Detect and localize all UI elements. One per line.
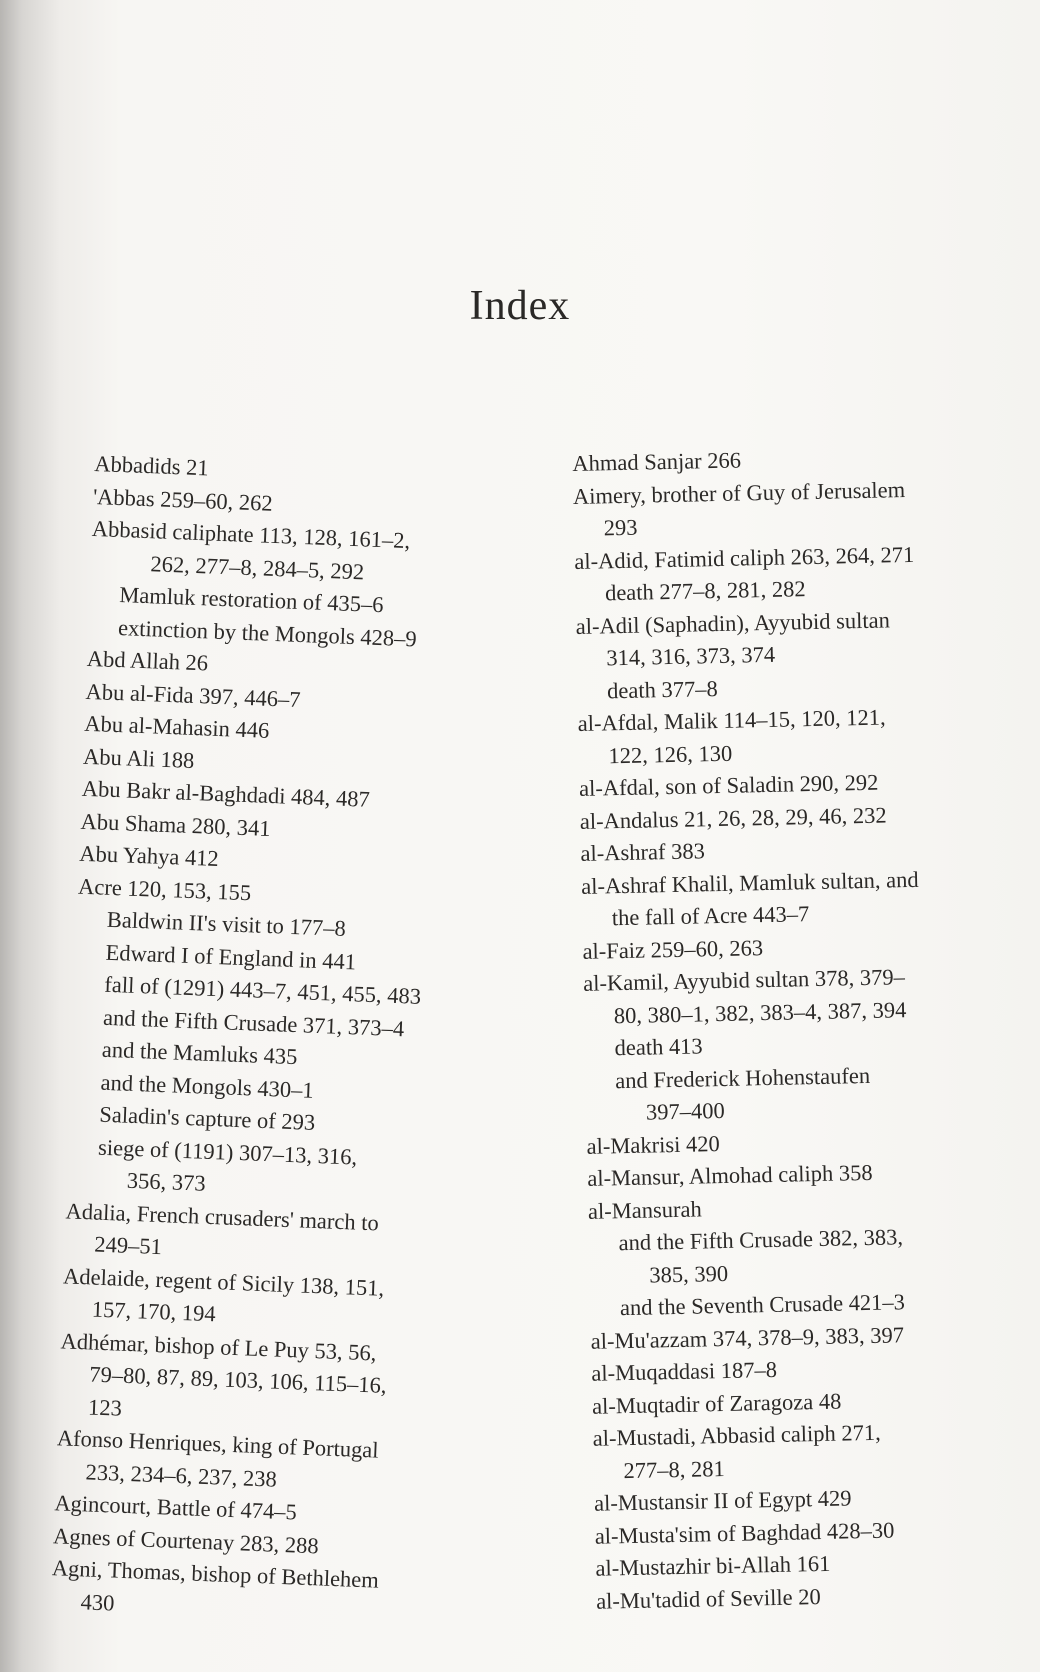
index-entry: Afonso Henriques, king of Portugal xyxy=(56,1425,380,1463)
index-subentry: 262, 277–8, 284–5, 292 xyxy=(150,550,365,584)
index-entry: al-Ashraf 383 xyxy=(580,838,706,866)
index-entry: Aimery, brother of Guy of Jerusalem xyxy=(572,476,906,509)
index-subentry: Mamluk restoration of 435–6 xyxy=(118,582,385,618)
index-entry: al-Makrisi 420 xyxy=(586,1130,720,1159)
index-subentry: 356, 373 xyxy=(126,1167,207,1196)
index-entry: 'Abbas 259–60, 262 xyxy=(92,483,274,516)
index-subentry: 293 xyxy=(603,514,638,541)
index-subentry: 233, 234–6, 237, 238 xyxy=(85,1458,278,1492)
index-entry: Abbasid caliphate 113, 128, 161–2, xyxy=(91,515,411,554)
index-entry: al-Andalus 21, 26, 28, 29, 46, 232 xyxy=(579,801,887,834)
index-subentry: Edward I of England in 441 xyxy=(105,939,357,974)
index-entry: al-Musta'sim of Baghdad 428–30 xyxy=(594,1516,895,1549)
index-subentry: 123 xyxy=(87,1393,123,1421)
index-entry: al-Mu'azzam 374, 378–9, 383, 397 xyxy=(590,1321,905,1354)
index-subentry: 80, 380–1, 382, 383–4, 387, 394 xyxy=(613,996,907,1028)
index-entry: Agnes of Courtenay 283, 288 xyxy=(52,1522,320,1558)
index-entry: Abu Bakr al-Baghdadi 484, 487 xyxy=(81,775,371,812)
index-entry: Adalia, French crusaders' march to xyxy=(65,1197,380,1235)
index-subentry: the fall of Acre 443–7 xyxy=(611,901,810,931)
index-subentry: death 413 xyxy=(614,1033,703,1061)
index-column-left xyxy=(50,448,525,1634)
index-entry: Adhémar, bishop of Le Puy 53, 56, xyxy=(60,1327,377,1365)
index-subentry: death 277–8, 281, 282 xyxy=(604,576,806,606)
index-entry: Abu al-Fida 397, 446–7 xyxy=(85,678,301,712)
index-entry: al-Ashraf Khalil, Mamluk sultan, and xyxy=(580,866,919,899)
index-entry: al-Mansurah xyxy=(587,1195,702,1224)
index-entry: al-Faiz 259–60, 263 xyxy=(582,934,764,964)
index-subentry: and the Mamluks 435 xyxy=(101,1036,298,1070)
page-title: Index xyxy=(469,283,571,329)
index-entry: Agincourt, Battle of 474–5 xyxy=(54,1490,298,1525)
index-subentry: 430 xyxy=(80,1588,115,1616)
index-entry: al-Mansur, Almohad caliph 358 xyxy=(587,1159,873,1191)
index-entry: Agni, Thomas, bishop of Bethlehem xyxy=(51,1555,380,1593)
index-subentry: and the Fifth Crusade 382, 383, xyxy=(618,1224,904,1256)
index-subentry: siege of (1191) 307–13, 316, xyxy=(97,1134,358,1170)
index-entry: al-Muqaddasi 187–8 xyxy=(591,1356,778,1386)
index-entry: al-Adil (Saphadin), Ayyubid sultan xyxy=(575,606,891,639)
index-subentry: death 377–8 xyxy=(606,675,718,703)
index-subentry: and the Mongols 430–1 xyxy=(100,1069,315,1103)
index-entry: Abu Shama 280, 341 xyxy=(80,808,272,841)
index-entry: Abu al-Mahasin 446 xyxy=(83,710,270,743)
index-entry: Adelaide, regent of Sicily 138, 151, xyxy=(62,1262,385,1301)
index-subentry: Saladin's capture of 293 xyxy=(98,1101,316,1135)
index-subentry: 249–51 xyxy=(93,1231,163,1260)
index-entry: Abu Yahya 412 xyxy=(78,840,220,872)
index-entry: al-Afdal, son of Saladin 290, 292 xyxy=(578,769,879,801)
index-subentry: 79–80, 87, 89, 103, 106, 115–16, xyxy=(88,1361,388,1398)
index-subentry: 277–8, 281 xyxy=(623,1455,725,1483)
index-column-right xyxy=(572,439,1016,1618)
index-entry: al-Muqtadir of Zaragoza 48 xyxy=(591,1388,842,1419)
index-subentry: 385, 390 xyxy=(649,1260,729,1288)
index-subentry: 157, 170, 194 xyxy=(91,1296,217,1327)
index-subentry: 397–400 xyxy=(645,1097,725,1125)
index-subentry: Baldwin II's visit to 177–8 xyxy=(106,906,347,941)
index-entry: Abd Allah 26 xyxy=(86,645,209,676)
index-subentry: extinction by the Mongols 428–9 xyxy=(117,614,418,651)
index-entry: al-Kamil, Ayyubid sultan 378, 379– xyxy=(582,964,906,996)
index-subentry: and Frederick Hohenstaufen xyxy=(614,1062,871,1093)
index-subentry: fall of (1291) 443–7, 451, 455, 483 xyxy=(103,971,422,1009)
index-entry: Abbadids 21 xyxy=(93,450,210,481)
index-entry: Ahmad Sanjar 266 xyxy=(572,447,742,476)
index-subentry: 122, 126, 130 xyxy=(608,740,733,768)
index-entry: al-Afdal, Malik 114–15, 120, 121, xyxy=(577,704,886,736)
index-subentry: 314, 316, 373, 374 xyxy=(606,641,776,671)
index-entry: Acre 120, 153, 155 xyxy=(77,873,252,905)
index-subentry: and the Fifth Crusade 371, 373–4 xyxy=(102,1004,405,1041)
index-entry: al-Mustadi, Abbasid caliph 271, xyxy=(592,1419,882,1451)
index-entry: al-Mustansir II of Egypt 429 xyxy=(593,1485,852,1516)
index-entry: al-Mustazhir bi-Allah 161 xyxy=(595,1550,831,1581)
index-entry: al-Mu'tadid of Seville 20 xyxy=(595,1583,821,1614)
index-entry: Abu Ali 188 xyxy=(82,743,195,773)
index-entry: al-Adid, Fatimid caliph 263, 264, 271 xyxy=(574,541,915,574)
index-subentry: and the Seventh Crusade 421–3 xyxy=(619,1289,906,1321)
